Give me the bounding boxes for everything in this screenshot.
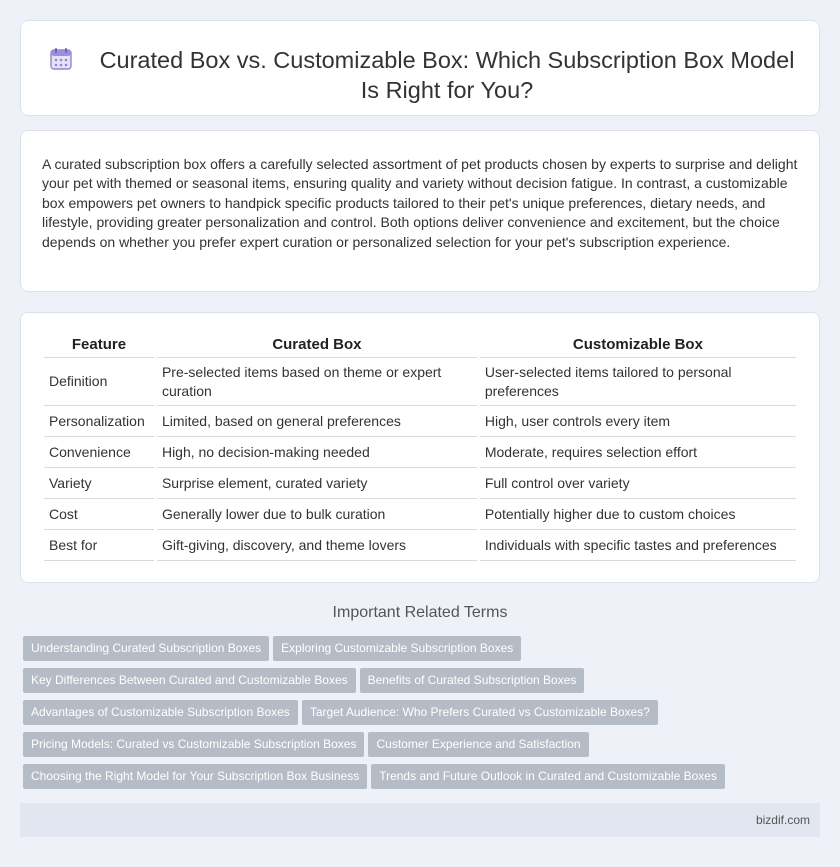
page-title: Curated Box vs. Customizable Box: Which Subscription Box Model Is Right for You? [99,47,795,103]
table-cell-curated: Limited, based on general preferences [157,406,477,437]
table-row [44,499,796,530]
table-row [44,530,796,561]
calendar-icon [49,47,73,71]
table-cell-curated: High, no decision-making needed [157,437,477,468]
table-header-row [44,331,796,358]
table-cell-feature: Best for [44,530,154,561]
table-cell-customizable: Individuals with specific tastes and preferences [480,530,796,561]
column-header-curated: Curated Box [157,331,477,358]
footer [20,803,820,837]
table-cell-customizable: Potentially higher due to custom choices [480,499,796,530]
table-cell-feature: Personalization [44,406,154,437]
column-header-customizable: Customizable Box [480,331,796,358]
related-term-tag[interactable]: Key Differences Between Curated and Customizable Boxes [23,668,356,693]
table-cell-customizable: Moderate, requires selection effort [480,437,796,468]
column-header-feature: Feature [44,331,154,358]
table-cell-feature: Cost [44,499,154,530]
table-cell-curated: Pre-selected items based on theme or expert curation [157,358,477,406]
site-name[interactable]: bizdif.com [755,813,810,827]
related-terms-list [23,636,823,796]
table-cell-feature: Convenience [44,437,154,468]
table-row [44,406,796,437]
related-terms-heading: Important Related Terms [332,604,508,621]
related-term-tag[interactable]: Advantages of Customizable Subscription Boxes [23,700,298,725]
related-term-tag[interactable]: Target Audience: Who Prefers Curated vs Customizable Boxes? [302,700,658,725]
table-row [44,468,796,499]
comparison-table [41,331,799,561]
related-term-tag[interactable]: Pricing Models: Curated vs Customizable Subscription Boxes [23,732,364,757]
table-cell-customizable: High, user controls every item [480,406,796,437]
intro-paragraph: A curated subscription box offers a carefully selected assortment of pet products chosen by experts to surprise and delight your pet with themed or seasonal items, ensuring quality and variety without decision fatigue. In contrast, a customizable box empowers pet owners to handpick specific products tailored to their pet's unique preferences, dietary needs, and lifestyle, providing greater personalization and control. Both options deliver convenience and excitement, but the choice depends on whether you prefer expert curation or personalized selection for your pet's subscription experience. [42,156,798,250]
table-cell-customizable: User-selected items tailored to personal preferences [480,358,796,406]
table-row [44,437,796,468]
related-term-tag[interactable]: Customer Experience and Satisfaction [368,732,588,757]
related-term-tag[interactable]: Trends and Future Outlook in Curated and Customizable Boxes [371,764,725,789]
intro-card [20,130,820,292]
related-term-tag[interactable]: Choosing the Right Model for Your Subscription Box Business [23,764,367,789]
table-cell-curated: Generally lower due to bulk curation [157,499,477,530]
related-term-tag[interactable]: Understanding Curated Subscription Boxes [23,636,269,661]
table-cell-feature: Definition [44,358,154,406]
table-cell-customizable: Full control over variety [480,468,796,499]
related-term-tag[interactable]: Exploring Customizable Subscription Boxes [273,636,521,661]
table-cell-feature: Variety [44,468,154,499]
related-term-tag[interactable]: Benefits of Curated Subscription Boxes [360,668,585,693]
comparison-table-card [20,312,820,583]
table-cell-curated: Gift-giving, discovery, and theme lovers [157,530,477,561]
table-row [44,358,796,406]
table-cell-curated: Surprise element, curated variety [157,468,477,499]
title-card [20,20,820,116]
